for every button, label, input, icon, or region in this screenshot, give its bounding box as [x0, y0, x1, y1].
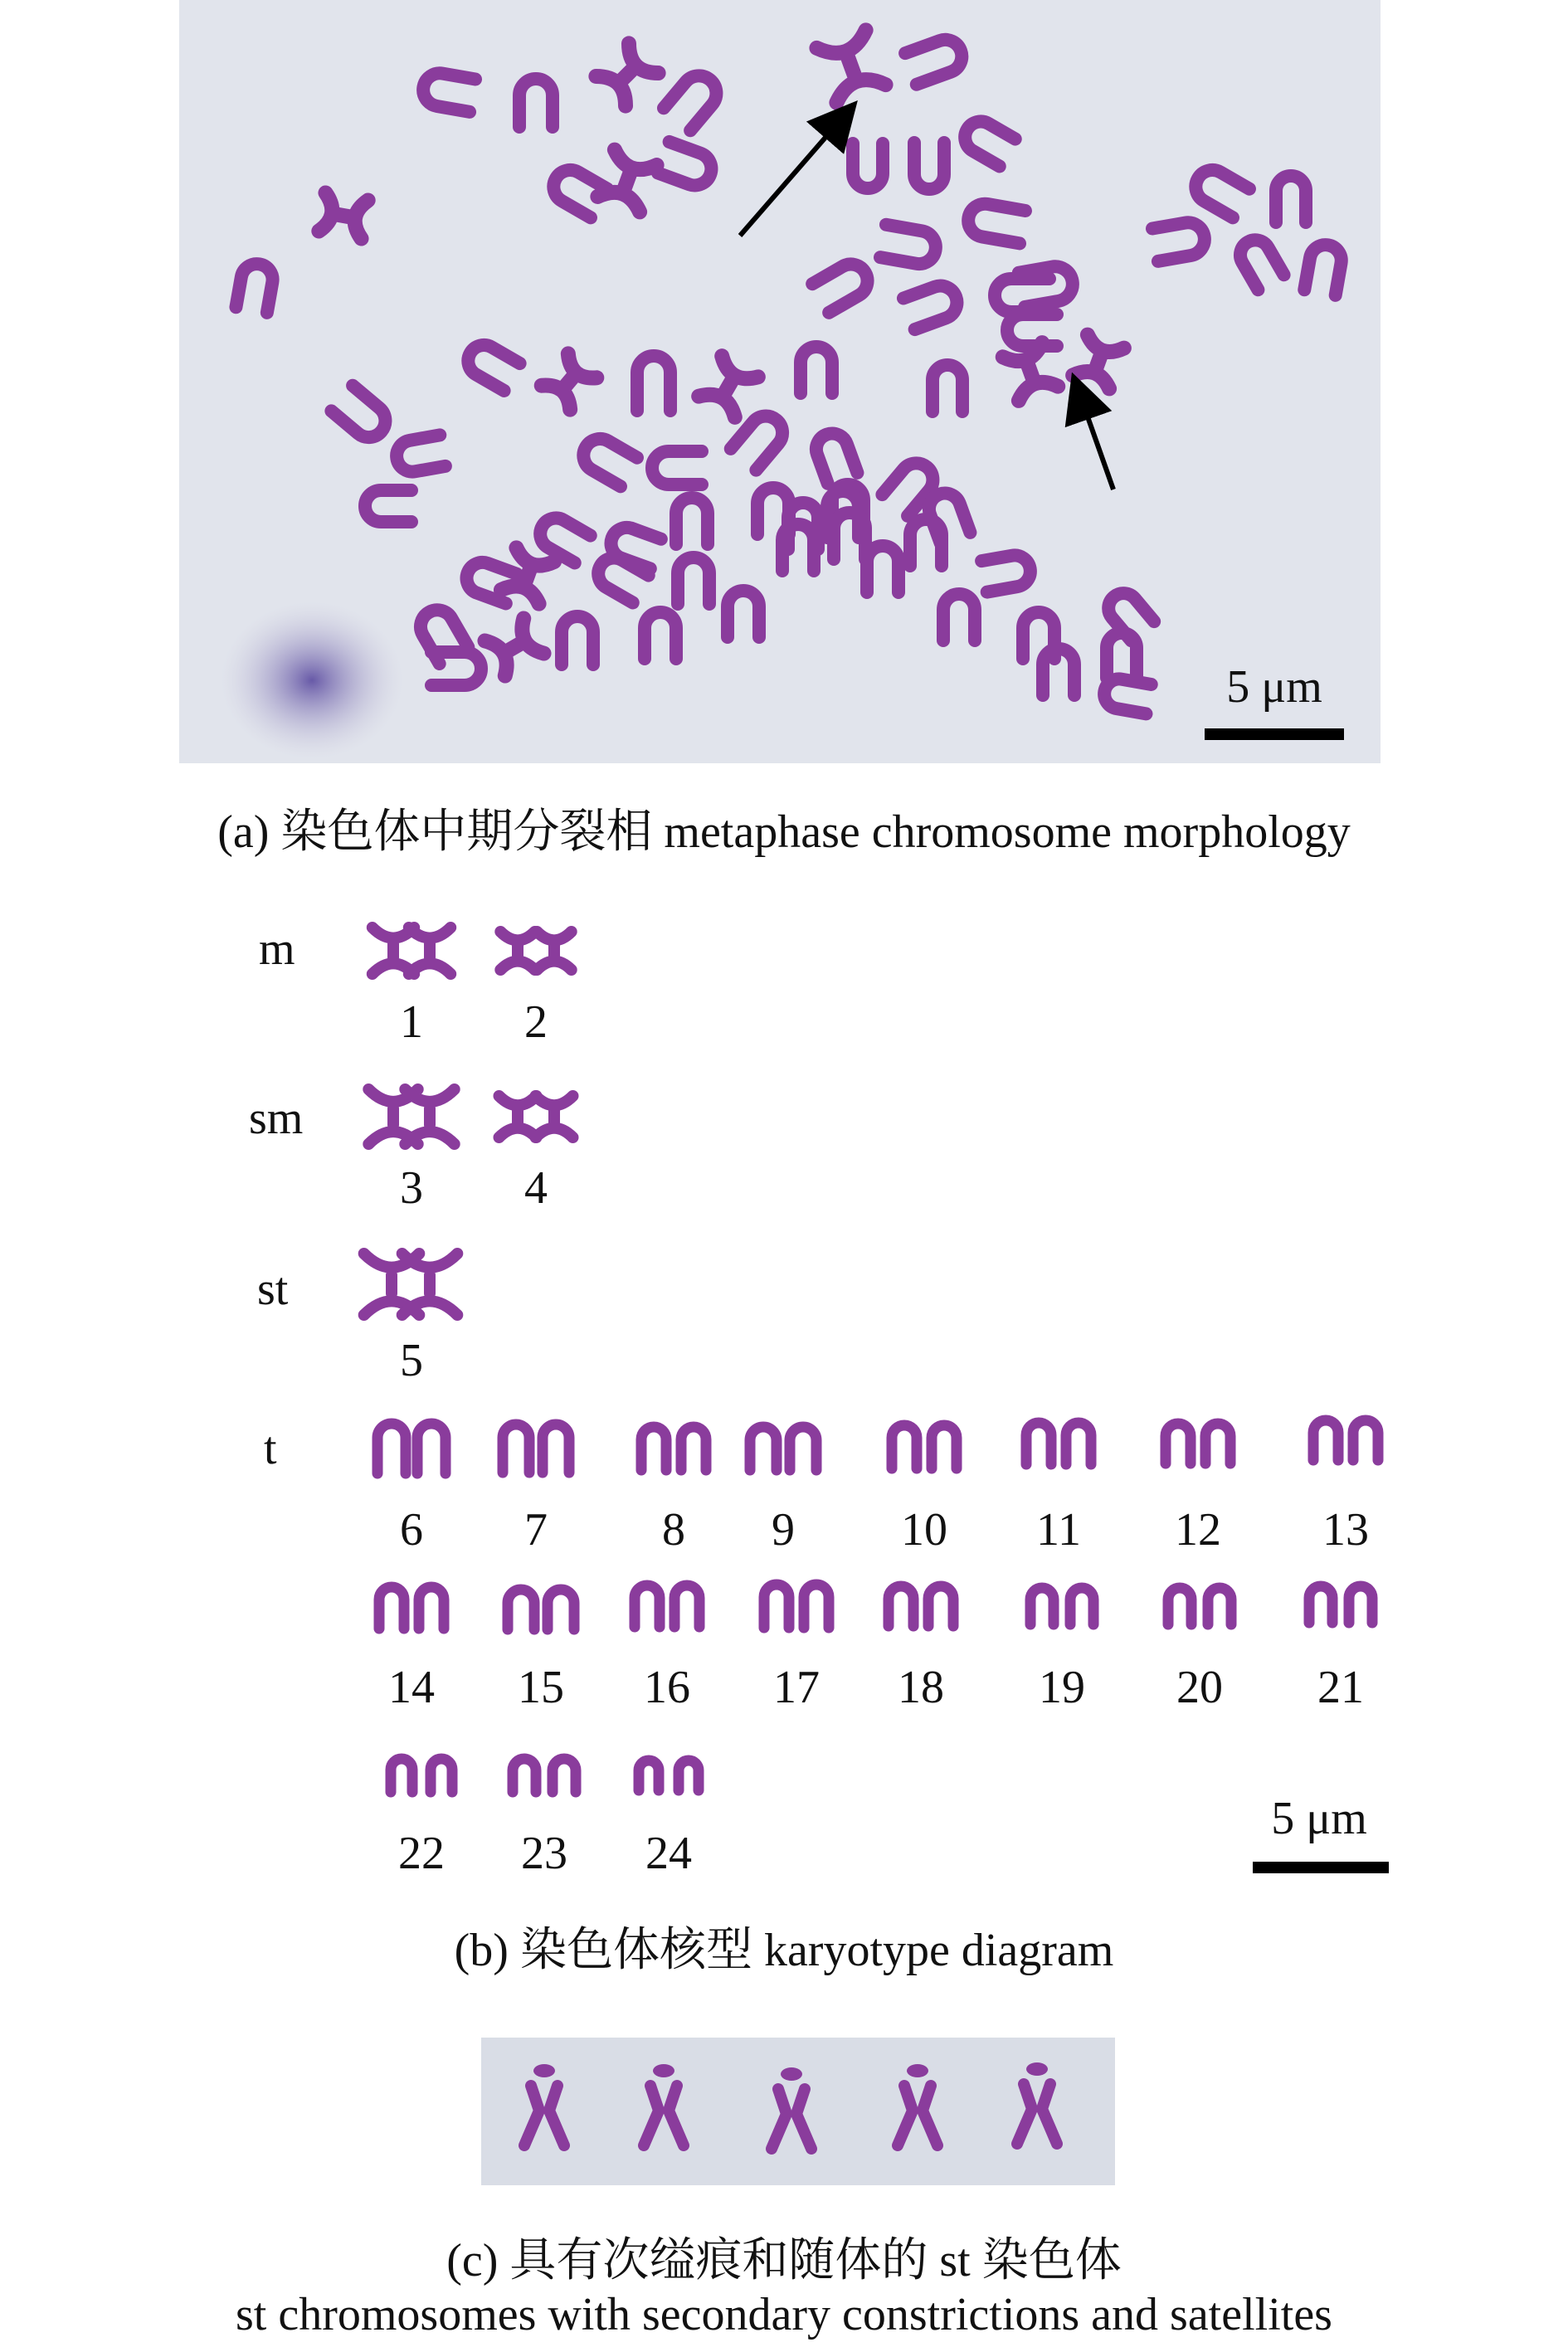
chromosome — [1205, 1424, 1230, 1463]
group-label-st: st — [257, 1264, 289, 1315]
chromosome — [639, 1760, 659, 1790]
chromosome — [635, 1585, 660, 1627]
pair-number: 10 — [901, 1504, 947, 1556]
pair-number: 17 — [773, 1662, 820, 1713]
chromosome — [1313, 1420, 1338, 1460]
pair-number: 11 — [1036, 1504, 1081, 1556]
chromosome — [928, 1586, 953, 1626]
pair-number: 8 — [662, 1504, 685, 1556]
scale-bar-b — [1253, 1862, 1389, 1873]
pair-number: 16 — [644, 1662, 690, 1713]
caption-a: (a) 染色体中期分裂相 metaphase chromosome morphology — [217, 806, 1351, 858]
chromosome — [790, 1427, 816, 1470]
st-chromosome — [772, 2089, 811, 2149]
chromosome — [417, 1424, 446, 1473]
chromosome — [499, 1096, 537, 1137]
group-label-m: m — [259, 923, 295, 975]
chromatid — [907, 2064, 928, 2077]
group-label-sm: sm — [249, 1093, 304, 1144]
pair-number: 21 — [1317, 1662, 1364, 1713]
chromosome — [508, 1590, 534, 1629]
chromosome — [679, 1760, 699, 1790]
st-chromosome — [644, 2086, 684, 2145]
chromosome — [553, 1759, 576, 1792]
chromosome — [431, 1759, 452, 1792]
chromosome — [1168, 1588, 1191, 1624]
chromosome — [402, 1254, 458, 1315]
pair-number: 6 — [400, 1504, 423, 1556]
chromosome — [681, 1427, 706, 1470]
chromosome — [1349, 1586, 1372, 1623]
st-chromosomes — [481, 2038, 1115, 2185]
pair-number: 24 — [645, 1828, 692, 1879]
caption-c-line2: st chromosomes with secondary constrictions and satellites — [236, 2289, 1332, 2340]
chromosome — [543, 1424, 569, 1473]
chromosome — [536, 1096, 573, 1137]
chromosome — [405, 1089, 454, 1144]
chromatid — [533, 2064, 555, 2077]
chromosome — [1026, 1423, 1051, 1464]
group-label-t: t — [264, 1423, 277, 1474]
chromosome — [377, 1424, 406, 1473]
pair-number: 18 — [898, 1662, 944, 1713]
pair-number: 19 — [1039, 1662, 1085, 1713]
chromatid — [781, 2067, 802, 2081]
chromosome — [1070, 1588, 1093, 1624]
pair-number: 15 — [518, 1662, 564, 1713]
pair-number: 4 — [524, 1162, 548, 1214]
caption-b: (b) 染色体核型 karyotype diagram — [454, 1925, 1114, 1976]
pair-number: 22 — [398, 1828, 445, 1879]
chromosome — [1166, 1424, 1191, 1463]
pair-number: 13 — [1322, 1504, 1369, 1556]
chromosome — [1309, 1586, 1332, 1623]
chromosome — [1353, 1420, 1378, 1460]
chromosome — [419, 1587, 444, 1629]
pair-number: 1 — [400, 996, 423, 1048]
pair-number: 20 — [1176, 1662, 1223, 1713]
chromosome — [513, 1759, 536, 1792]
st-chromosome — [1017, 2084, 1057, 2144]
chromosome — [892, 1425, 917, 1468]
pair-number: 3 — [400, 1162, 423, 1214]
chromosome — [537, 932, 571, 970]
chromosome — [674, 1585, 699, 1627]
chromosome — [503, 1424, 529, 1473]
chromatid — [1026, 2062, 1048, 2076]
chromosome — [548, 1590, 574, 1629]
chromosome — [932, 1425, 957, 1468]
chromosome — [889, 1586, 913, 1626]
st-chromosome — [524, 2086, 564, 2145]
chromosome — [391, 1759, 412, 1792]
pair-number: 23 — [521, 1828, 567, 1879]
scale-label-b: 5 μm — [1271, 1793, 1367, 1844]
chromosome — [1208, 1588, 1231, 1624]
pair-number: 7 — [524, 1504, 548, 1556]
chromatid — [653, 2064, 674, 2077]
chromosome — [379, 1587, 404, 1629]
pair-number: 5 — [400, 1335, 423, 1386]
st-chromosome-photo — [481, 2038, 1115, 2185]
chromosome — [804, 1585, 829, 1628]
chromosome — [409, 928, 450, 974]
caption-c-line1: (c) 具有次缢痕和随体的 st 染色体 — [446, 2235, 1122, 2286]
chromosome — [500, 932, 534, 970]
pair-number: 14 — [388, 1662, 435, 1713]
chromosome — [1030, 1588, 1054, 1624]
scale-label-a: 5 μm — [1226, 661, 1322, 713]
pair-number: 12 — [1175, 1504, 1221, 1556]
chromosome — [1066, 1423, 1091, 1464]
chromosome — [764, 1585, 789, 1628]
st-chromosome — [898, 2086, 937, 2145]
chromosome — [750, 1427, 777, 1470]
chromosome — [641, 1427, 666, 1470]
pair-number: 9 — [772, 1504, 795, 1556]
pair-number: 2 — [524, 996, 548, 1048]
